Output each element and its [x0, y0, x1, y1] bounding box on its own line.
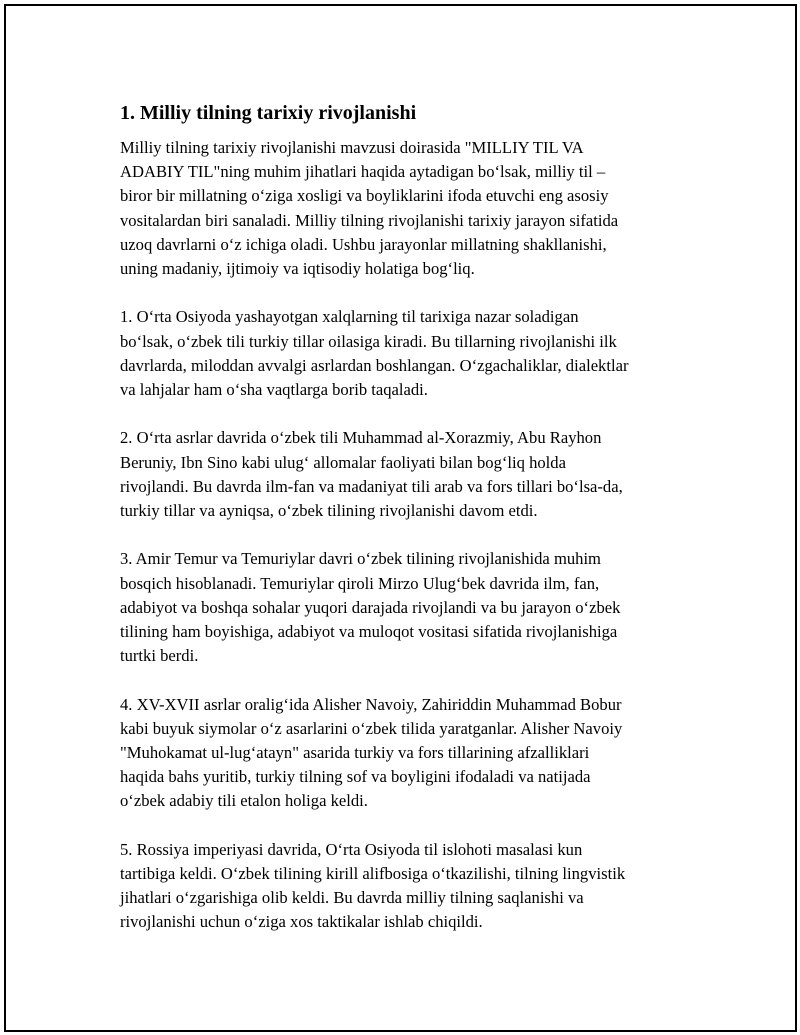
- text-line: Beruniy, Ibn Sino kabi ulug‘ allomalar faoliyati bilan bog‘liq holda: [120, 452, 566, 472]
- text-line: 5. Rossiya imperiyasi davrida, O‘rta Osiyoda til islohoti masalasi kun: [120, 839, 583, 859]
- text-line: 1. O‘rta Osiyoda yashayotgan xalqlarning til tarixiga nazar soladigan: [120, 307, 579, 327]
- paragraph: [120, 547, 700, 668]
- text-line: kabi buyuk siymolar o‘z asarlarini o‘zbek tilida yaratganlar. Alisher Navoiy: [120, 718, 623, 738]
- paragraph: [120, 838, 700, 935]
- document-body: [120, 100, 700, 959]
- text-line: rivojlandi. Bu davrda ilm-fan va madaniyat tili arab va fors tillari bo‘lsa-da,: [120, 476, 623, 496]
- text-line: uning madaniy, ijtimoiy va iqtisodiy holatiga bog‘liq.: [120, 259, 475, 279]
- page-frame: [4, 4, 797, 1032]
- text-line: 4. XV-XVII asrlar oralig‘ida Alisher Navoiy, Zahiriddin Muhammad Bobur: [120, 694, 622, 714]
- text-line: 2. O‘rta asrlar davrida o‘zbek tili Muhammad al-Xorazmiy, Abu Rayhon: [120, 428, 602, 448]
- text-line: adabiyot va boshqa sohalar yuqori darajada rivojlandi va bu jarayon o‘zbek: [120, 597, 621, 617]
- text-line: turtki berdi.: [120, 646, 199, 666]
- text-line: "Muhokamat ul-lug‘atayn" asarida turkiy va fors tillarining afzalliklari: [120, 743, 590, 763]
- section-heading: 1. Milliy tilning tarixiy rivojlanishi: [120, 102, 417, 124]
- text-line: uzoq davrlarni o‘z ichiga oladi. Ushbu jarayonlar millatning shakllanishi,: [120, 234, 607, 254]
- text-line: vositalardan biri sanaladi. Milliy tilning rivojlanishi tarixiy jarayon sifatida: [120, 210, 619, 230]
- text-line: biror bir millatning o‘ziga xosligi va boyliklarini ifoda etuvchi eng asosiy: [120, 186, 609, 206]
- text-line: Milliy tilning tarixiy rivojlanishi mavzusi doirasida "MILLIY TIL VA: [120, 138, 584, 157]
- text-line: rivojlanishi uchun o‘ziga xos taktikalar ishlab chiqildi.: [120, 912, 483, 932]
- text-line: haqida bahs yuritib, turkiy tilning sof va boyligini ifodaladi va natijada: [120, 767, 591, 787]
- text-line: va lahjalar ham o‘sha vaqtlarga borib taqaladi.: [120, 380, 428, 400]
- text-line: o‘zbek adabiy tili etalon holiga keldi.: [120, 791, 368, 811]
- text-line: tartibiga keldi. O‘zbek tilining kirill alifbosiga o‘tkazilishi, tilning lingvistik: [120, 864, 626, 884]
- text-line: jihatlari o‘zgarishiga olib keldi. Bu davrda milliy tilning saqlanishi va: [120, 888, 584, 908]
- paragraph-list: [120, 136, 700, 935]
- paragraph: [120, 693, 700, 814]
- text-line: turkiy tillar va ayniqsa, o‘zbek tilining rivojlanishi davom etdi.: [120, 501, 538, 521]
- text-line: tilining ham boyishiga, adabiyot va muloqot vositasi sifatida rivojlanishiga: [120, 622, 618, 642]
- text-line: 3. Amir Temur va Temuriylar davri o‘zbek tilining rivojlanishida muhim: [120, 549, 601, 569]
- text-line: ADABIY TIL"ning muhim jihatlari haqida aytadigan bo‘lsak, milliy til –: [120, 162, 606, 182]
- paragraph: [120, 136, 700, 281]
- text-line: bosqich hisoblanadi. Temuriylar qiroli Mirzo Ulug‘bek davrida ilm, fan,: [120, 573, 600, 593]
- text-line: davrlarda, miloddan avvalgi asrlardan boshlangan. O‘zgachaliklar, dialektlar: [120, 355, 629, 375]
- text-line: bo‘lsak, o‘zbek tili turkiy tillar oilasiga kiradi. Bu tillarning rivojlanishi ilk: [120, 331, 617, 351]
- paragraph: [120, 426, 700, 523]
- paragraph: [120, 305, 700, 402]
